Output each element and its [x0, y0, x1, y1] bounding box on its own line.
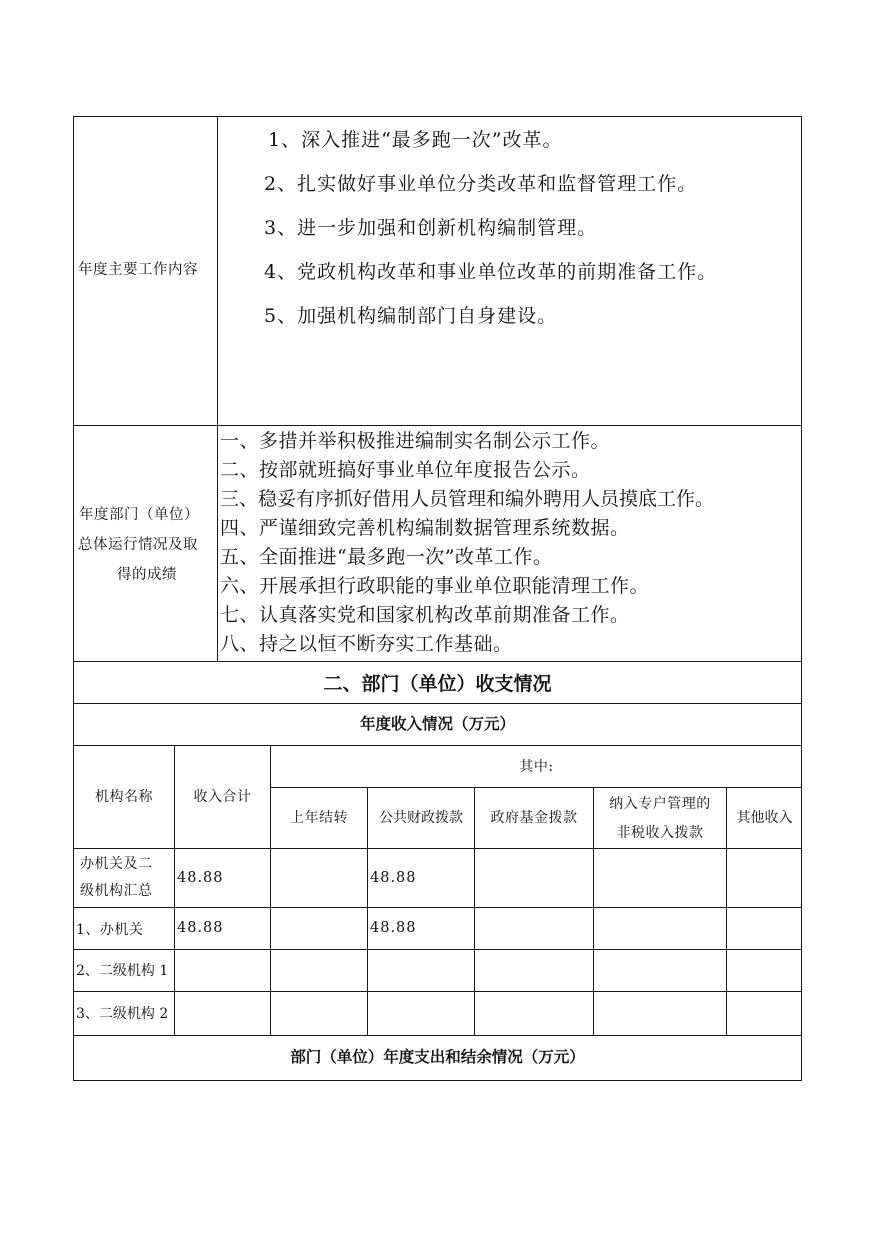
achievement-item: 八、持之以恒不断夯实工作基础。 — [220, 633, 513, 655]
header-org-name: 机构名称 — [95, 789, 153, 805]
row-divider — [73, 907, 802, 908]
row-divider — [73, 848, 802, 849]
achievement-item: 四、严谨细致完善机构编制数据管理系统数据。 — [220, 517, 630, 539]
achievements-label: 总体运行情况及取 — [78, 537, 198, 553]
header-other: 其他收入 — [736, 810, 793, 826]
row-divider — [73, 949, 802, 950]
achievement-item: 七、认真落实党和国家机构改革前期准备工作。 — [220, 604, 630, 626]
row-name: 1、办机关 — [76, 922, 144, 938]
achievement-item: 五、全面推进“最多跑一次”改革工作。 — [220, 546, 553, 568]
row-divider — [73, 661, 802, 662]
achievements-label: 年度部门（单位） — [79, 507, 199, 523]
row-divider — [73, 703, 802, 704]
work-item: 2、扎实做好事业单位分类改革和监督管理工作。 — [264, 173, 698, 195]
achievements-label: 得的成绩 — [117, 567, 177, 583]
work-item: 5、加强机构编制部门自身建设。 — [264, 305, 558, 327]
row-name: 办机关及二 — [80, 856, 153, 872]
section-title: 二、部门（单位）收支情况 — [323, 673, 552, 695]
expense-title: 部门（单位）年度支出和结余情况（万元） — [290, 1048, 585, 1066]
work-content-label: 年度主要工作内容 — [78, 262, 198, 278]
header-total: 收入合计 — [193, 789, 252, 805]
row-public-finance: 48.88 — [370, 870, 417, 886]
header-public-finance: 公共财政拨款 — [379, 810, 463, 826]
row-divider — [73, 991, 802, 992]
header-of-which: 其中: — [519, 759, 554, 775]
work-item: 4、党政机构改革和事业单位改革的前期准备工作。 — [264, 261, 718, 283]
row-divider — [270, 787, 802, 788]
achievement-item: 六、开展承担行政职能的事业单位职能清理工作。 — [220, 575, 650, 597]
column-divider — [593, 787, 594, 1035]
work-item: 1、深入推进“最多跑一次”改革。 — [268, 129, 563, 151]
row-total: 48.88 — [177, 920, 224, 936]
work-item: 3、进一步加强和创新机构编制管理。 — [264, 217, 598, 239]
achievement-item: 三、稳妥有序抓好借用人员管理和编外聘用人员摸底工作。 — [220, 488, 715, 510]
header-special: 非税收入拨款 — [616, 825, 704, 841]
row-name: 3、二级机构 2 — [76, 1006, 169, 1022]
row-total: 48.88 — [177, 870, 224, 886]
row-divider — [73, 745, 802, 746]
row-public-finance: 48.88 — [370, 920, 417, 936]
row-divider — [73, 425, 802, 426]
row-name: 级机构汇总 — [80, 883, 153, 899]
row-divider — [73, 1035, 802, 1036]
header-gov-fund: 政府基金拨款 — [490, 810, 578, 826]
header-prev-year: 上年结转 — [290, 810, 348, 826]
row-name: 2、二级机构 1 — [76, 963, 169, 979]
achievement-item: 二、按部就班搞好事业单位年度报告公示。 — [220, 459, 591, 481]
header-special: 纳入专户管理的 — [609, 796, 711, 812]
income-title: 年度收入情况（万元） — [359, 715, 515, 733]
achievement-item: 一、多措并举积极推进编制实名制公示工作。 — [220, 430, 611, 452]
label-column-divider — [217, 116, 218, 661]
